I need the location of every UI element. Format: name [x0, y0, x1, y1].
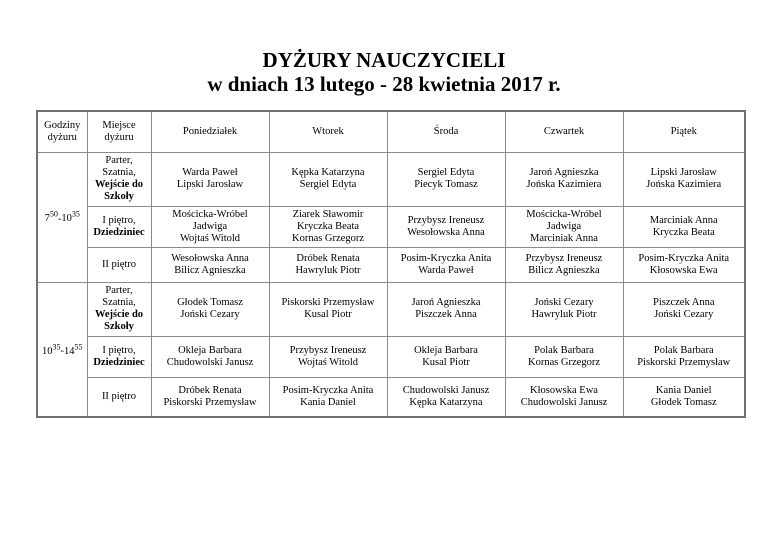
- teacher-name: Hawryluk Piotr: [295, 264, 361, 276]
- header-day-wednesday: Środa: [387, 111, 505, 152]
- teacher-name: Piszczek Anna: [415, 309, 477, 320]
- teacher-name: Lipski Jarosław: [176, 179, 244, 190]
- duty-place-line: Szkoły: [104, 321, 134, 332]
- duty-place-line: Parter,: [105, 155, 133, 166]
- duty-cell-thursday: [505, 247, 623, 282]
- duty-place: [87, 206, 151, 247]
- teacher-name: Piecyk Tomasz: [414, 179, 478, 190]
- teacher-name: Kępka Katarzyna: [409, 396, 483, 408]
- page-title: DYŻURY NAUCZYCIELI: [262, 48, 506, 72]
- teacher-name: Posim-Kryczka Anita: [638, 252, 730, 264]
- duty-place-line: Szatnia,: [102, 167, 136, 178]
- teacher-name: Posim-Kryczka Anita: [282, 384, 374, 396]
- teacher-name: Marciniak Anna: [649, 214, 718, 226]
- table-row: [37, 206, 745, 247]
- teacher-name: Lipski Jarosław: [650, 167, 717, 178]
- hours-start: $7^{50}$: [44, 209, 58, 225]
- teacher-name: Kania Daniel: [655, 384, 712, 396]
- teacher-name: Jaroń Agnieszka: [411, 297, 481, 308]
- duty-cell-thursday: [505, 377, 623, 417]
- page-subtitle: w dniach 13 lutego - 28 kwietnia 2017 r.: [207, 72, 561, 96]
- teacher-name: Jońska Kazimiera: [526, 179, 602, 190]
- header-place-line: Miejsce: [102, 119, 136, 131]
- hours-end: $10^{35}$: [61, 209, 80, 225]
- teacher-name: Piskorski Przemysław: [163, 396, 257, 408]
- table-row: [37, 377, 745, 417]
- teacher-name: Kornas Grzegorz: [291, 232, 364, 244]
- teacher-name: Kłosowska Ewa: [530, 384, 598, 396]
- header-hours-line: dyżuru: [47, 131, 77, 143]
- duty-cell-tuesday: [269, 336, 387, 377]
- duty-cell-tuesday: [269, 282, 387, 336]
- teacher-name: Bilicz Agnieszka: [174, 264, 246, 276]
- duty-cell-monday: [151, 247, 269, 282]
- teacher-name: Polak Barbara: [534, 344, 594, 356]
- teacher-name: Jadwiga: [546, 220, 582, 232]
- duty-cell-wednesday: [387, 206, 505, 247]
- schedule-body: [37, 152, 745, 417]
- teacher-name: Głodek Tomasz: [177, 297, 243, 308]
- teacher-name: Kryczka Beata: [296, 220, 360, 232]
- teacher-name: Okleja Barbara: [414, 344, 478, 356]
- teacher-name: Mościcka-Wróbel: [172, 208, 248, 220]
- duty-cell-thursday: [505, 206, 623, 247]
- duty-cell-friday: [623, 247, 745, 282]
- teacher-name: Okleja Barbara: [178, 344, 242, 356]
- teacher-name: Warda Paweł: [418, 264, 474, 276]
- header-place-line: dyżuru: [104, 131, 134, 143]
- duty-cell-monday: [151, 282, 269, 336]
- teacher-name: Piskorski Przemysław: [281, 297, 375, 308]
- duty-cell-wednesday: [387, 247, 505, 282]
- duty-cell-wednesday: [387, 336, 505, 377]
- duty-cell-tuesday: [269, 247, 387, 282]
- duty-cell-monday: [151, 152, 269, 206]
- header-place: [87, 111, 151, 152]
- duty-cell-friday: [623, 336, 745, 377]
- teacher-name: Wesołowska Anna: [407, 226, 485, 238]
- header-day-thursday: Czwartek: [505, 111, 623, 152]
- teacher-name: Piszczek Anna: [652, 297, 715, 308]
- duty-cell-friday: [623, 377, 745, 417]
- duty-cell-wednesday: [387, 282, 505, 336]
- duty-place-line: II piętro: [101, 258, 137, 270]
- header-day-friday: Piątek: [623, 111, 745, 152]
- table-row: [37, 282, 745, 336]
- teacher-name: Polak Barbara: [653, 344, 714, 356]
- duty-cell-wednesday: [387, 377, 505, 417]
- teacher-name: Kusal Piotr: [422, 356, 470, 368]
- teacher-name: Kusal Piotr: [304, 309, 352, 320]
- duty-place-line: Szkoły: [104, 191, 134, 202]
- teacher-name: Bilicz Agnieszka: [528, 264, 600, 276]
- teacher-name: Kryczka Beata: [652, 226, 715, 238]
- teacher-name: Przybysz Ireneusz: [289, 344, 367, 356]
- duty-place-line: Wejście do: [94, 309, 144, 320]
- header-row: [37, 111, 745, 152]
- duty-cell-tuesday: [269, 152, 387, 206]
- teacher-name: Ziarek Sławomir: [292, 208, 364, 220]
- teacher-name: Kania Daniel: [300, 396, 356, 408]
- teacher-name: Wojtaś Witold: [297, 356, 359, 368]
- duty-cell-monday: [151, 377, 269, 417]
- duty-schedule-table: [36, 110, 746, 418]
- duty-place: [87, 247, 151, 282]
- duty-cell-monday: [151, 206, 269, 247]
- header-day-monday: Poniedziałek: [151, 111, 269, 152]
- duty-cell-thursday: [505, 152, 623, 206]
- teacher-name: Joński Cezary: [180, 309, 240, 320]
- teacher-name: Mościcka-Wróbel: [526, 208, 602, 220]
- header-hours: [37, 111, 87, 152]
- teacher-name: Hawryluk Piotr: [531, 309, 597, 320]
- duty-cell-wednesday: [387, 152, 505, 206]
- teacher-name: Dróbek Renata: [296, 252, 360, 264]
- duty-place-line: I piętro,: [102, 344, 136, 356]
- duty-cell-tuesday: [269, 206, 387, 247]
- table-row: [37, 152, 745, 206]
- teacher-name: Dróbek Renata: [178, 384, 242, 396]
- teacher-name: Posim-Kryczka Anita: [400, 252, 492, 264]
- duty-cell-thursday: [505, 282, 623, 336]
- duty-hours: $10^{35}-14^{55}$: [37, 282, 87, 417]
- teacher-name: Joński Cezary: [654, 309, 714, 320]
- duty-hours: $7^{50}-10^{35}$: [37, 152, 87, 282]
- teacher-name: Kłosowska Ewa: [649, 264, 718, 276]
- duty-place-line: II piętro: [101, 390, 137, 402]
- teacher-name: Przybysz Ireneusz: [407, 214, 485, 226]
- header-day-tuesday: Wtorek: [269, 111, 387, 152]
- teacher-name: Chudowolski Janusz: [520, 396, 608, 408]
- duty-place-line: I piętro,: [102, 214, 136, 226]
- table-row: [37, 336, 745, 377]
- duty-cell-thursday: [505, 336, 623, 377]
- header-hours-line: Godziny: [44, 119, 81, 131]
- teacher-name: Jońska Kazimiera: [646, 179, 722, 190]
- duty-place-line: Szatnia,: [102, 297, 136, 308]
- duty-place: [87, 336, 151, 377]
- duty-place-line: Dziedziniec: [93, 356, 145, 368]
- duty-place: [87, 377, 151, 417]
- teacher-name: Piskorski Przemysław: [637, 356, 731, 368]
- duty-cell-friday: [623, 282, 745, 336]
- teacher-name: Chudowolski Janusz: [166, 356, 254, 368]
- teacher-name: Warda Paweł: [182, 167, 238, 178]
- teacher-name: Kornas Grzegorz: [527, 356, 600, 368]
- duty-cell-friday: [623, 206, 745, 247]
- teacher-name: Przybysz Ireneusz: [525, 252, 603, 264]
- teacher-name: Chudowolski Janusz: [402, 384, 490, 396]
- duty-place-line: Dziedziniec: [93, 226, 145, 238]
- duty-place: [87, 282, 151, 336]
- hours-start: $10^{35}$: [42, 342, 61, 357]
- duty-place-line: Wejście do: [94, 179, 144, 190]
- teacher-name: Jaroń Agnieszka: [529, 167, 599, 178]
- hours-end: $14^{55}$: [64, 342, 83, 357]
- table-row: [37, 247, 745, 282]
- teacher-name: Joński Cezary: [534, 297, 594, 308]
- teacher-name: Wesołowska Anna: [171, 252, 249, 264]
- teacher-name: Jadwiga: [192, 220, 228, 232]
- teacher-name: Głodek Tomasz: [650, 396, 717, 408]
- duty-cell-friday: [623, 152, 745, 206]
- duty-place: [87, 152, 151, 206]
- duty-cell-tuesday: [269, 377, 387, 417]
- teacher-name: Kępka Katarzyna: [291, 167, 365, 178]
- teacher-name: Sergiel Edyta: [299, 179, 357, 190]
- teacher-name: Sergiel Edyta: [417, 167, 475, 178]
- teacher-name: Marciniak Anna: [530, 232, 598, 244]
- teacher-name: Wojtaś Witold: [179, 232, 241, 244]
- duty-place-line: Parter,: [105, 285, 133, 296]
- duty-cell-monday: [151, 336, 269, 377]
